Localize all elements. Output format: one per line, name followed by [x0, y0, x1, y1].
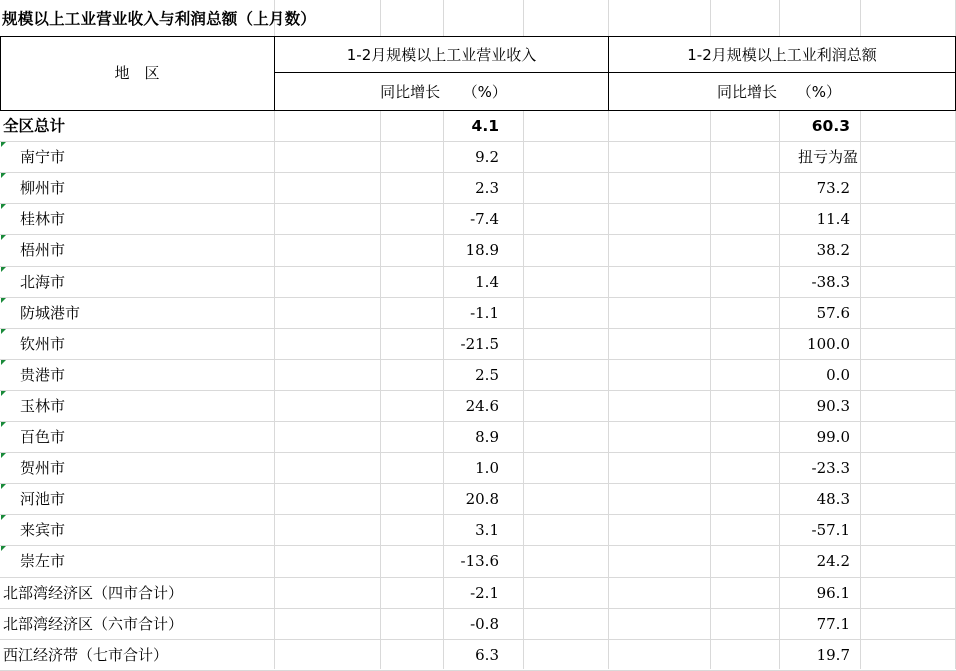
region-cell[interactable]: 崇左市 [20, 552, 66, 570]
header-revenue[interactable]: 1-2月规模以上工业营业收入 [275, 37, 608, 72]
revenue-growth-cell[interactable]: 20.8 [465, 490, 499, 508]
error-indicator-icon [1, 453, 6, 458]
revenue-growth-cell[interactable]: 8.9 [475, 428, 499, 446]
region-cell[interactable]: 贵港市 [20, 366, 66, 384]
error-indicator-icon [1, 546, 6, 551]
profit-growth-cell[interactable]: 0.0 [826, 366, 850, 384]
region-cell[interactable]: 全区总计 [3, 117, 66, 135]
revenue-growth-cell[interactable]: -0.8 [470, 615, 499, 633]
error-indicator-icon [1, 204, 6, 209]
profit-growth-cell[interactable]: -57.1 [811, 521, 850, 539]
profit-growth-cell[interactable]: 77.1 [816, 615, 850, 633]
revenue-growth-cell[interactable]: 18.9 [465, 241, 499, 259]
revenue-growth-cell[interactable]: 3.1 [475, 521, 499, 539]
revenue-growth-cell[interactable]: -21.5 [460, 335, 499, 353]
error-indicator-icon [1, 298, 6, 303]
error-indicator-icon [1, 329, 6, 334]
region-cell[interactable]: 桂林市 [20, 210, 66, 228]
profit-growth-cell[interactable]: 100.0 [807, 335, 850, 353]
error-indicator-icon [1, 422, 6, 427]
profit-growth-cell[interactable]: 38.2 [816, 241, 850, 259]
error-indicator-icon [1, 173, 6, 178]
header-profit-unit[interactable]: 同比增长 （%） [609, 73, 955, 110]
revenue-growth-cell[interactable]: -7.4 [470, 210, 499, 228]
profit-growth-cell[interactable]: -23.3 [811, 459, 850, 477]
revenue-growth-cell[interactable]: 2.3 [475, 179, 499, 197]
profit-growth-cell[interactable]: 扭亏为盈 [797, 148, 858, 166]
revenue-growth-cell[interactable]: 1.4 [475, 273, 499, 291]
profit-growth-cell[interactable]: -38.3 [811, 273, 850, 291]
region-cell[interactable]: 贺州市 [20, 459, 66, 477]
region-cell[interactable]: 玉林市 [20, 397, 66, 415]
region-cell[interactable]: 梧州市 [20, 241, 66, 259]
revenue-growth-cell[interactable]: -1.1 [470, 304, 499, 322]
revenue-growth-cell[interactable]: 2.5 [475, 366, 499, 384]
header-profit[interactable]: 1-2月规模以上工业利润总额 [609, 37, 955, 72]
error-indicator-icon [1, 515, 6, 520]
error-indicator-icon [1, 391, 6, 396]
region-cell[interactable]: 百色市 [20, 428, 66, 446]
region-cell[interactable]: 南宁市 [20, 148, 66, 166]
error-indicator-icon [1, 267, 6, 272]
region-cell[interactable]: 北部湾经济区（六市合计） [3, 615, 184, 633]
region-cell[interactable]: 河池市 [20, 490, 66, 508]
profit-growth-cell[interactable]: 90.3 [816, 397, 850, 415]
region-cell[interactable]: 来宾市 [20, 521, 66, 539]
region-cell[interactable]: 北海市 [20, 273, 66, 291]
profit-growth-cell[interactable]: 73.2 [816, 179, 850, 197]
profit-growth-cell[interactable]: 57.6 [816, 304, 850, 322]
revenue-growth-cell[interactable]: 4.1 [471, 117, 499, 135]
error-indicator-icon [1, 142, 6, 147]
region-cell[interactable]: 防城港市 [20, 304, 81, 322]
profit-growth-cell[interactable]: 19.7 [816, 646, 850, 664]
revenue-growth-cell[interactable]: 9.2 [475, 148, 499, 166]
revenue-growth-cell[interactable]: 24.6 [465, 397, 499, 415]
profit-growth-cell[interactable]: 24.2 [816, 552, 850, 570]
revenue-growth-cell[interactable]: 6.3 [475, 646, 499, 664]
profit-growth-cell[interactable]: 96.1 [816, 584, 850, 602]
region-cell[interactable]: 北部湾经济区（四市合计） [3, 584, 184, 602]
error-indicator-icon [1, 360, 6, 365]
profit-growth-cell[interactable]: 99.0 [816, 428, 850, 446]
sheet-title[interactable]: 规模以上工业营业收入与利润总额（上月数） [2, 10, 317, 28]
revenue-growth-cell[interactable]: -13.6 [460, 552, 499, 570]
revenue-growth-cell[interactable]: -2.1 [470, 584, 499, 602]
region-cell[interactable]: 钦州市 [20, 335, 66, 353]
region-cell[interactable]: 西江经济带（七市合计） [3, 646, 169, 664]
header-revenue-unit[interactable]: 同比增长 （%） [275, 73, 608, 110]
header-region[interactable]: 地 区 [0, 37, 274, 110]
error-indicator-icon [1, 235, 6, 240]
profit-growth-cell[interactable]: 60.3 [811, 117, 850, 135]
profit-growth-cell[interactable]: 11.4 [816, 210, 850, 228]
region-cell[interactable]: 柳州市 [20, 179, 66, 197]
error-indicator-icon [1, 484, 6, 489]
revenue-growth-cell[interactable]: 1.0 [475, 459, 499, 477]
profit-growth-cell[interactable]: 48.3 [816, 490, 850, 508]
